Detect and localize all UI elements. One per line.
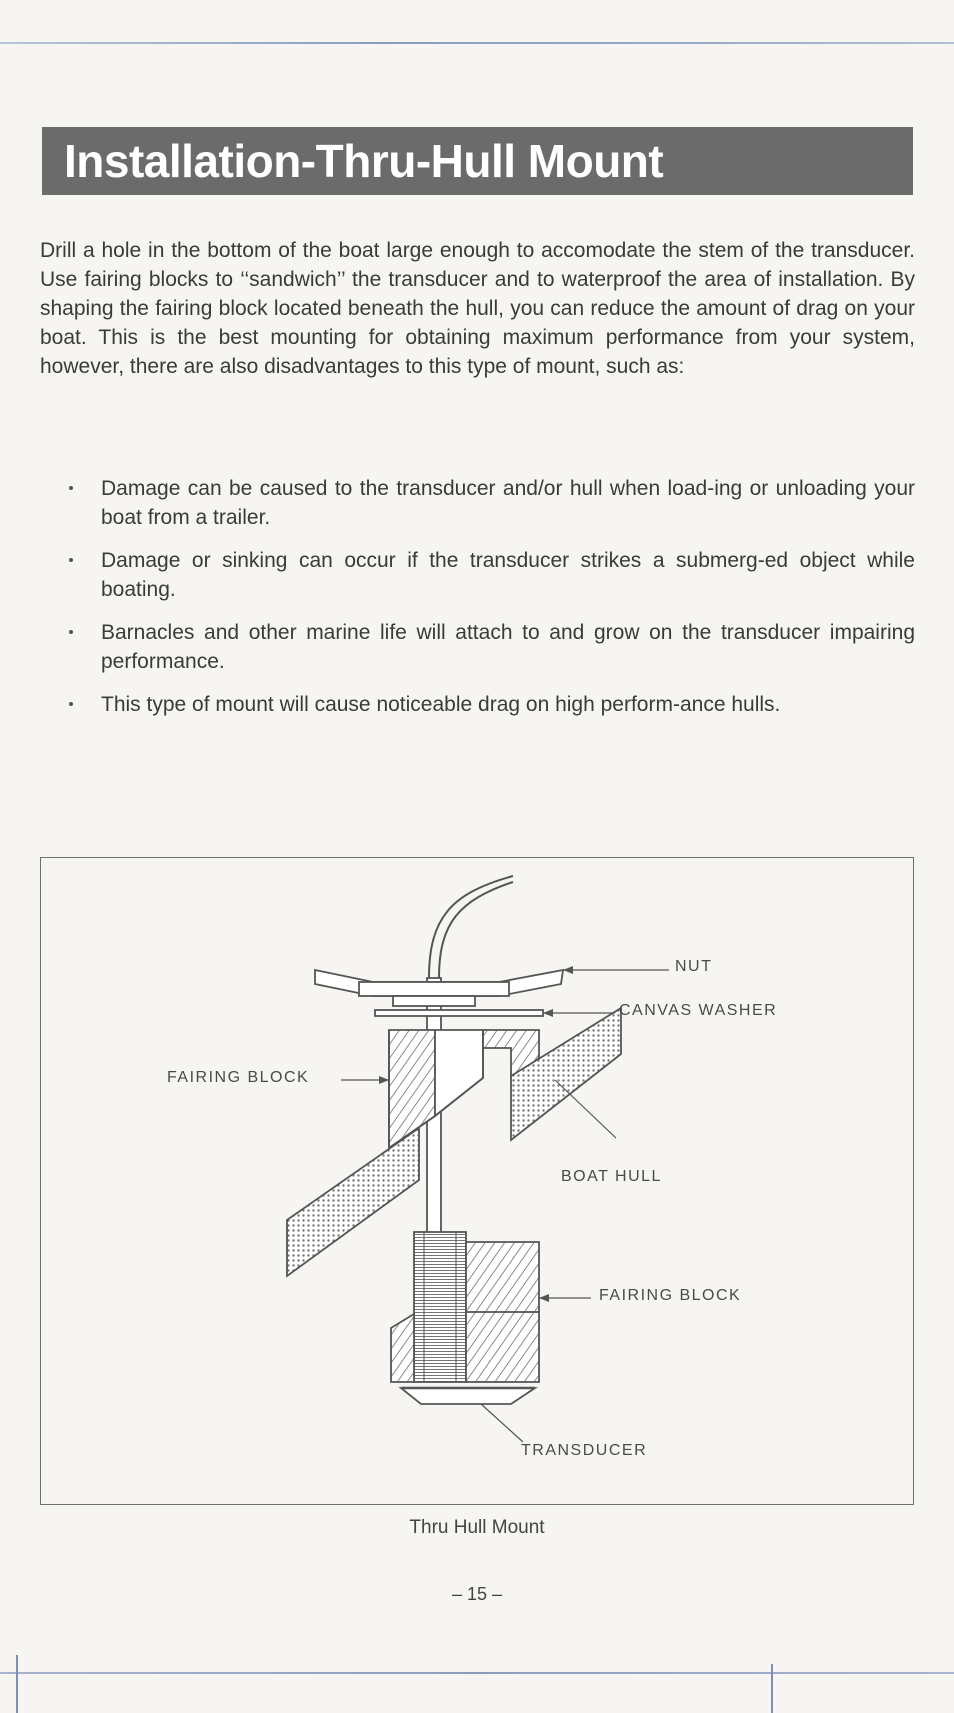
boat-hull-bottom-shape (287, 1128, 419, 1276)
list-item-text: Damage can be caused to the transducer and/or hull when load-ing or unloading your boat from a trailer. (101, 477, 915, 529)
page-title: Installation-Thru-Hull Mount (42, 127, 913, 195)
figure-caption: Thru Hull Mount (409, 1517, 545, 1538)
label-boat-hull: BOAT HULL (561, 1168, 662, 1185)
bullet-icon (69, 486, 73, 490)
transducer-body (414, 1232, 466, 1382)
boat-hull-top-shape (511, 1008, 621, 1140)
list-item (40, 618, 915, 676)
bottom-tick-left (16, 1655, 18, 1713)
page-number: – 15 – (451, 1584, 503, 1604)
list-item-text: This type of mount will cause noticeable drag on high perform-ance hulls. (101, 693, 781, 716)
diagram-figure (40, 857, 914, 1505)
label-fairing-block-top: FAIRING BLOCK (167, 1069, 310, 1086)
list-item (40, 474, 915, 532)
transducer-stem (427, 978, 441, 1273)
bullet-icon (69, 558, 73, 562)
disadvantages-list (40, 474, 915, 733)
transducer-face (401, 1388, 535, 1404)
list-item (40, 690, 915, 719)
bottom-tick-right (771, 1664, 773, 1713)
bullet-icon (69, 630, 73, 634)
list-item (40, 546, 915, 604)
label-transducer: TRANSDUCER (521, 1442, 648, 1459)
bullet-icon (69, 702, 73, 706)
top-rule (0, 42, 954, 44)
label-nut: NUT (675, 958, 713, 975)
cable (429, 876, 513, 978)
list-item-text: Barnacles and other marine life will attach to and grow on the transducer impairing performance. (101, 621, 915, 673)
thru-hull-diagram (41, 858, 915, 1506)
list-item-text: Damage or sinking can occur if the transducer strikes a submerg-ed object while boating. (101, 549, 915, 601)
label-canvas-washer: CANVAS WASHER (619, 1002, 778, 1019)
bottom-rule (0, 1672, 954, 1674)
canvas-washer-shape (375, 1010, 543, 1016)
label-fairing-block-bottom: FAIRING BLOCK (599, 1287, 742, 1304)
intro-paragraph: Drill a hole in the bottom of the boat large enough to accomodate the stem of the transducer. Use fairing blocks to ‘‘sandwich’’ the transducer and to waterproof the area of installation. By shaping the fairing block located beneath the hull, you can reduce the amount of drag on your boat. This is the best mounting for obtaining maximum performance from your system, however, there are also disadvantages to this type of mount, such as: (40, 239, 915, 378)
